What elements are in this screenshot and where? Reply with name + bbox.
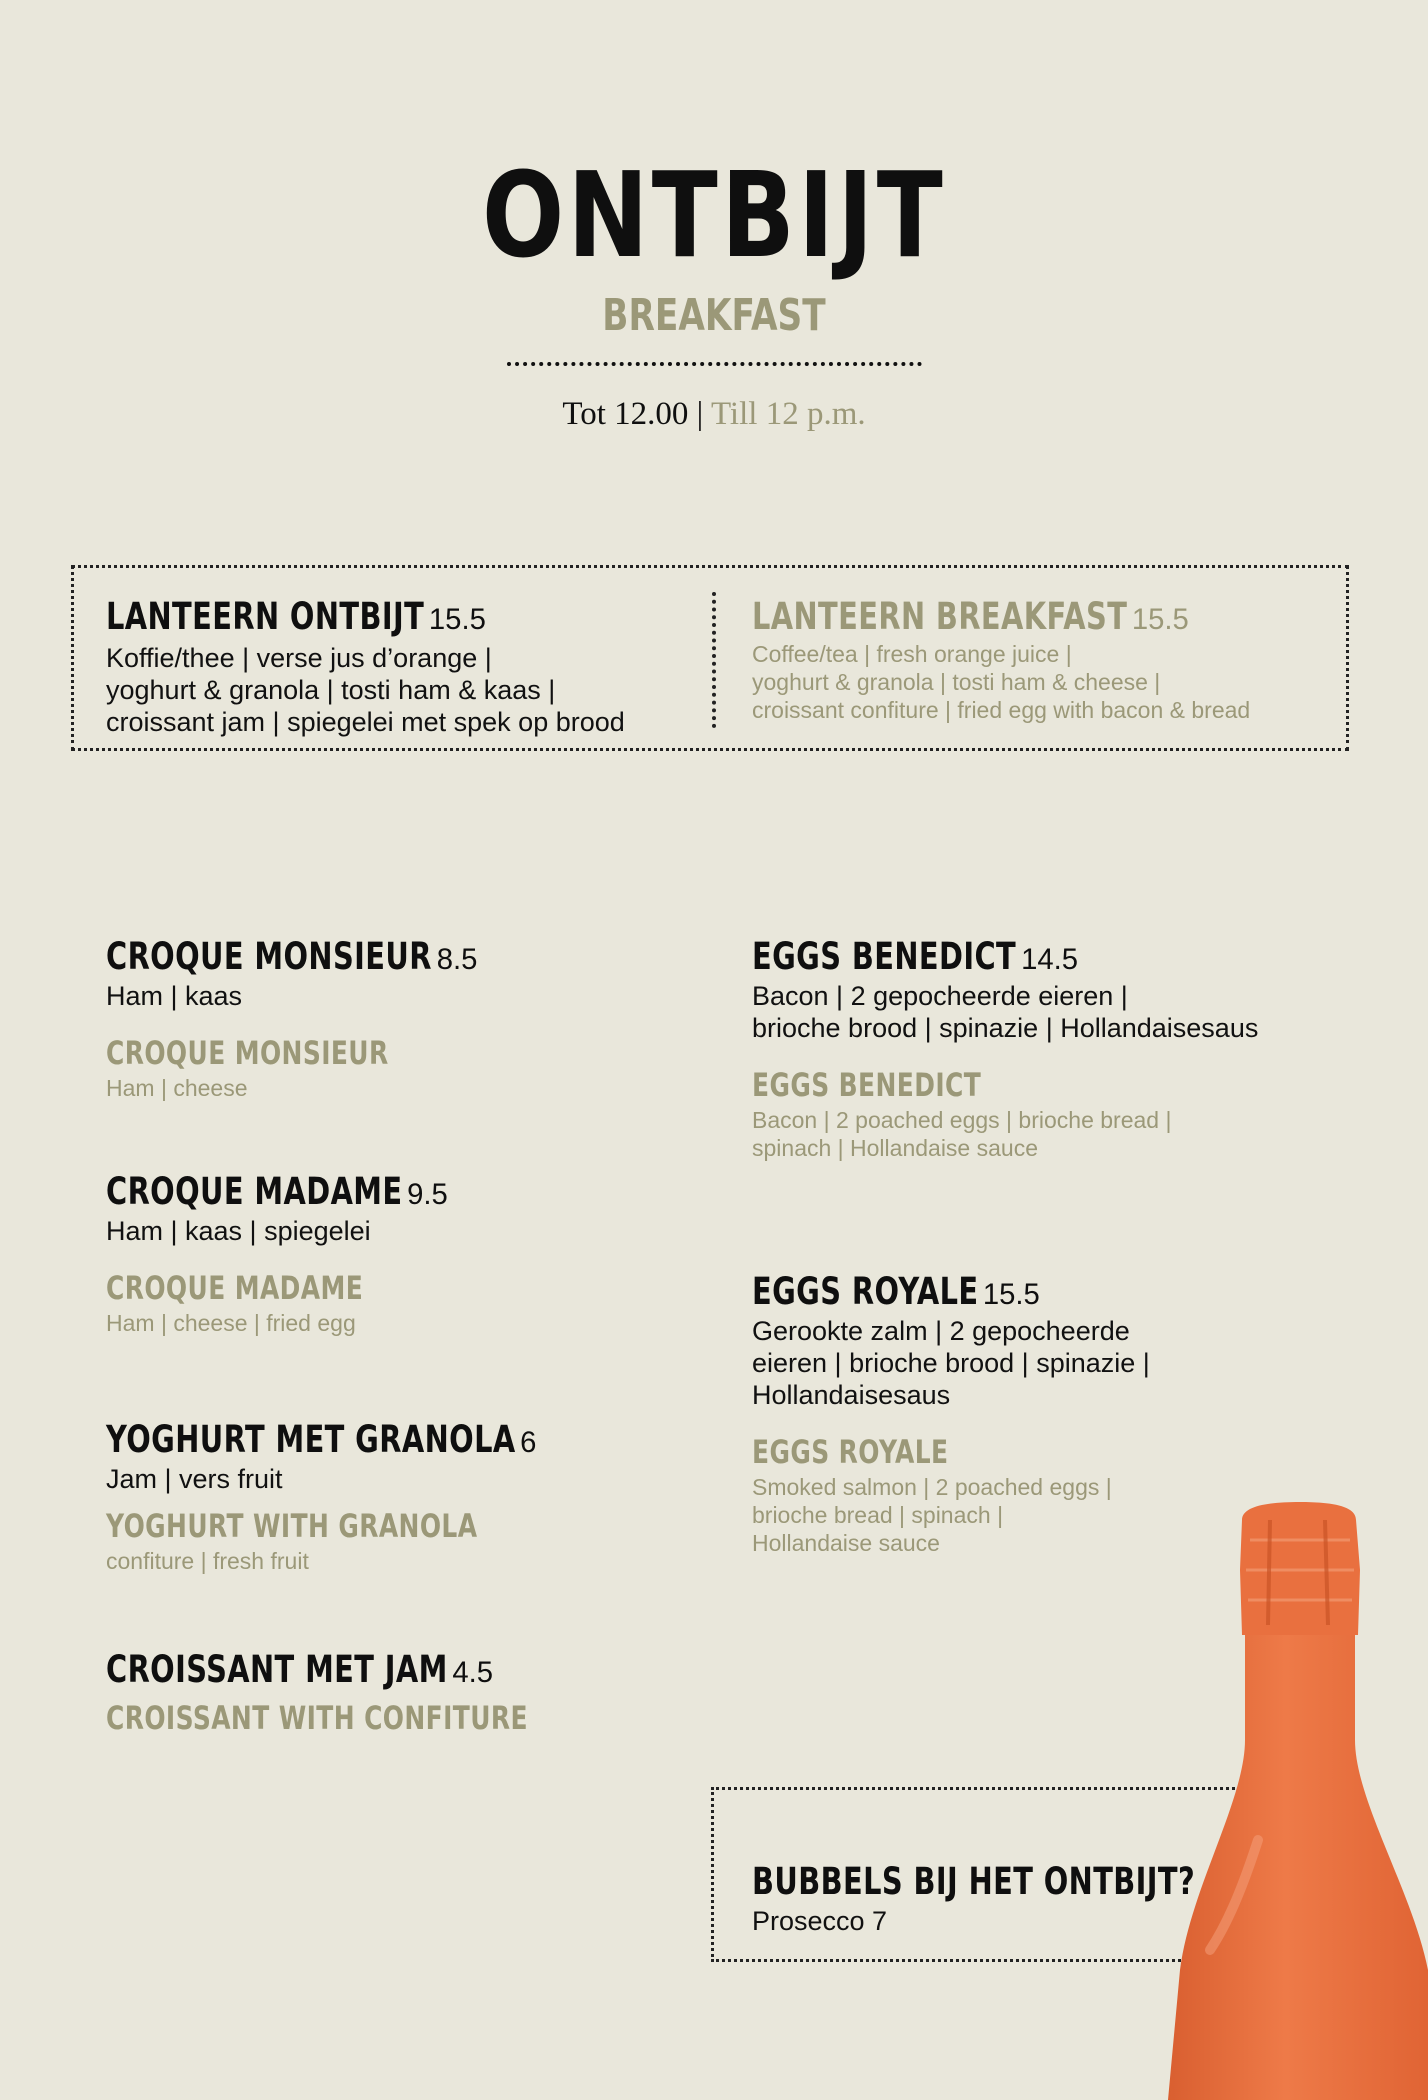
- hours-en: Till 12 p.m.: [710, 396, 866, 432]
- dish-price: 14.5: [1020, 943, 1078, 976]
- combo-nl-line: yoghurt & granola | tosti ham & kaas |: [106, 675, 556, 705]
- dish-description-en: brioche bread | spinach |: [752, 1502, 1004, 1528]
- prosecco-bottle-illustration: [1150, 1500, 1428, 2100]
- dish-description-nl: Jam | vers fruit: [106, 1464, 283, 1494]
- dish-description-nl: Ham | kaas | spiegelei: [106, 1216, 371, 1246]
- dish-description-nl: brioche brood | spinazie | Hollandaisesaus: [752, 1013, 1259, 1043]
- dish-name-en: CROISSANT WITH CONFITURE: [106, 1699, 528, 1737]
- dish-description-nl: Hollandaisesaus: [752, 1380, 951, 1410]
- dish-price: 6: [520, 1426, 537, 1459]
- hours-separator: |: [688, 396, 711, 432]
- dish-description-en: Hollandaise sauce: [752, 1530, 940, 1556]
- combo-en-line: Coffee/tea | fresh orange juice |: [752, 641, 1072, 667]
- dish-description-en: Smoked salmon | 2 poached eggs |: [752, 1474, 1112, 1500]
- menu-subtitle: BREAKFAST: [602, 290, 826, 341]
- dish-price: 9.5: [407, 1178, 448, 1211]
- hours-nl: Tot 12.00: [562, 396, 689, 432]
- menu-item-croque-madame: [106, 1170, 534, 1337]
- dish-name-en: YOGHURT WITH GRANOLA: [106, 1507, 478, 1545]
- combo-nl-line: Koffie/thee | verse jus d’orange |: [106, 643, 492, 673]
- combo-en-line: croissant confiture | fried egg with bacon & bread: [752, 697, 1251, 723]
- dish-description-en: Ham | cheese: [106, 1075, 248, 1101]
- dish-name: EGGS ROYALE 15.5: [752, 1270, 1041, 1313]
- dish-description-en: Bacon | 2 poached eggs | brioche bread |: [752, 1107, 1172, 1133]
- dish-description-en: spinach | Hollandaise sauce: [752, 1135, 1038, 1161]
- combo-en-price: 15.5: [1131, 603, 1189, 636]
- dish-price: 15.5: [983, 1278, 1041, 1311]
- dish-description-nl: Bacon | 2 gepocheerde eieren |: [752, 981, 1128, 1011]
- combo-nl-name: LANTEERN ONTBIJT 15.5: [106, 595, 486, 638]
- dish-name-en: CROQUE MONSIEUR: [106, 1034, 389, 1072]
- combo-nl-price: 15.5: [428, 603, 486, 636]
- menu-item-croissant-jam: [106, 1648, 647, 1737]
- bottle-body: [1168, 1628, 1428, 2100]
- menu-item-eggs-benedict: [752, 935, 1258, 1162]
- dish-price: 4.5: [452, 1656, 494, 1689]
- dish-name-en: EGGS ROYALE: [752, 1433, 949, 1471]
- menu-item-croque-monsieur: [106, 935, 571, 1102]
- bubbles-text: Prosecco 7: [752, 1906, 888, 1936]
- opening-hours: [0, 396, 1428, 433]
- dish-name: CROISSANT MET JAM 4.5: [106, 1648, 494, 1691]
- dish-description-en: confiture | fresh fruit: [106, 1548, 309, 1574]
- combo-en: [752, 595, 1298, 724]
- menu-title: ONTBIJT: [482, 146, 946, 284]
- dish-name: CROQUE MONSIEUR 8.5: [106, 935, 478, 978]
- dish-name: CROQUE MADAME 9.5: [106, 1170, 448, 1213]
- dish-name-en: EGGS BENEDICT: [752, 1066, 982, 1104]
- dish-name: YOGHURT MET GRANOLA 6: [106, 1418, 537, 1461]
- dish-description-nl: Ham | kaas: [106, 981, 243, 1011]
- dish-price: 8.5: [436, 943, 478, 976]
- header-divider: [507, 362, 922, 366]
- combo-en-line: yoghurt & granola | tosti ham & cheese |: [752, 669, 1161, 695]
- combo-en-name: LANTEERN BREAKFAST 15.5: [752, 595, 1189, 638]
- menu-item-yoghurt-granola: [106, 1418, 654, 1575]
- dish-description-nl: eieren | brioche brood | spinazie |: [752, 1348, 1150, 1378]
- combo-nl-line: croissant jam | spiegelei met spek op brood: [106, 707, 625, 737]
- menu-item-eggs-royale: [752, 1270, 1150, 1557]
- dish-description-nl: Gerookte zalm | 2 gepocheerde: [752, 1316, 1130, 1346]
- combo-divider: [712, 592, 716, 728]
- bubbles-title: BUBBELS BIJ HET ONTBIJT?: [752, 1860, 1196, 1903]
- combo-nl: [106, 595, 625, 738]
- dish-name-en: CROQUE MADAME: [106, 1269, 364, 1307]
- dish-name: EGGS BENEDICT 14.5: [752, 935, 1078, 978]
- dish-description-en: Ham | cheese | fried egg: [106, 1310, 356, 1336]
